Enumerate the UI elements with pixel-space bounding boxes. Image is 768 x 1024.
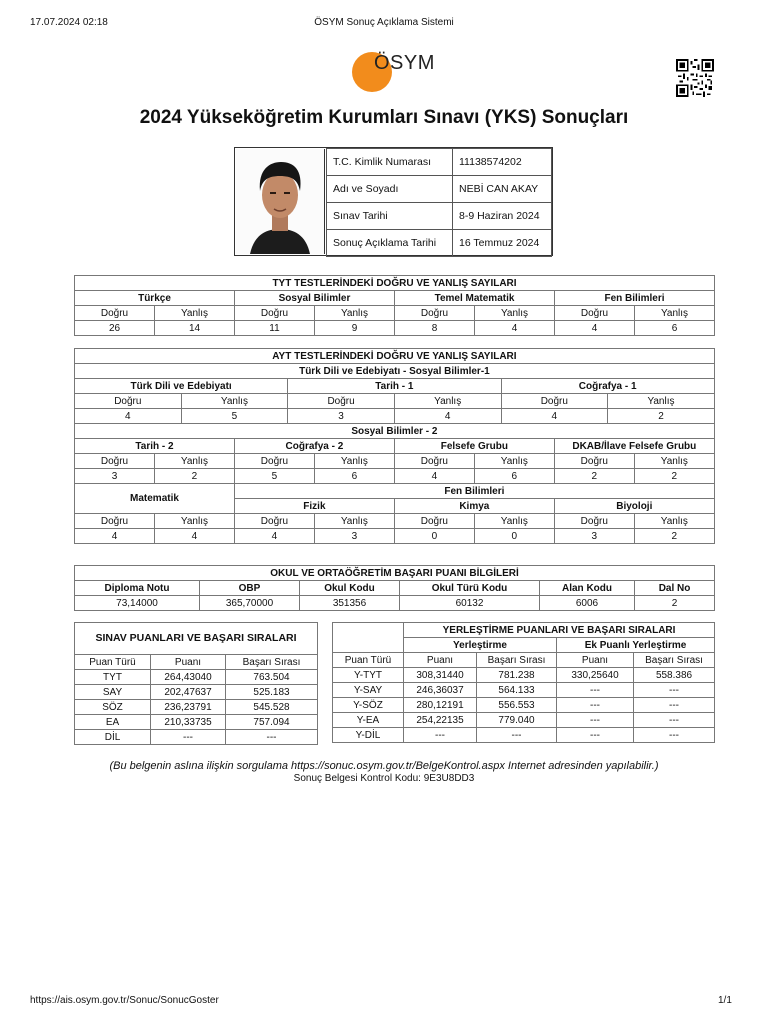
- table-cell: 4: [475, 321, 555, 336]
- exam-date-label: Sınav Tarihi: [327, 203, 453, 230]
- table-header: Puan Türü: [333, 653, 404, 668]
- table-row: [333, 683, 715, 698]
- table-cell: Y-EA: [333, 713, 404, 728]
- exam-scores-table: [74, 622, 318, 745]
- osym-logo-text: ÖSYM: [374, 52, 435, 74]
- table-cell: Y-TYT: [333, 668, 404, 683]
- table-cell: 365,70000: [200, 596, 300, 611]
- table-header: OBP: [200, 581, 300, 596]
- table-cell: 246,36037: [404, 683, 477, 698]
- table-header: Puanı: [557, 653, 634, 668]
- dogru-header: Doğru: [394, 454, 474, 469]
- table-cell: ---: [557, 713, 634, 728]
- table-cell: 564.133: [477, 683, 557, 698]
- id-value: 11138574202: [453, 149, 552, 176]
- table-cell: 6006: [540, 596, 635, 611]
- table-cell: 3: [314, 529, 394, 544]
- table-row: [333, 713, 715, 728]
- table-row: [75, 306, 715, 321]
- table-row: [75, 514, 715, 529]
- ayt-subject: Kimya: [394, 499, 554, 514]
- table-cell: 5: [234, 469, 314, 484]
- table-cell: 2: [635, 596, 715, 611]
- print-page-number: 1/1: [718, 995, 732, 1006]
- ayt-subject: Felsefe Grubu: [394, 439, 554, 454]
- table-cell: 202,47637: [151, 685, 226, 700]
- table-cell: ---: [634, 728, 715, 743]
- yerlestirme-subtitle: Yerleştirme: [404, 638, 557, 653]
- table-cell: ---: [557, 728, 634, 743]
- table-cell: TYT: [75, 670, 151, 685]
- control-code: Sonuç Belgesi Kontrol Kodu: 9E3U8DD3: [293, 773, 475, 784]
- table-cell: ---: [477, 728, 557, 743]
- table-row: [75, 596, 715, 611]
- dogru-header: Doğru: [75, 306, 155, 321]
- candidate-photo: [236, 149, 325, 254]
- name-value: NEBİ CAN AKAY: [453, 176, 552, 203]
- table-cell: ---: [226, 730, 318, 745]
- yanlis-header: Yanlış: [635, 306, 715, 321]
- table-row: [75, 439, 715, 454]
- yanlis-header: Yanlış: [154, 454, 234, 469]
- dogru-header: Doğru: [288, 394, 395, 409]
- table-cell: [333, 623, 404, 653]
- dogru-header: Doğru: [554, 514, 634, 529]
- table-cell: 763.504: [226, 670, 318, 685]
- table-cell: 2: [154, 469, 234, 484]
- table-row: [75, 484, 715, 499]
- table-row: [75, 321, 715, 336]
- table-cell: 6: [635, 321, 715, 336]
- ayt-results-table: [74, 348, 715, 544]
- id-label: T.C. Kimlik Numarası: [327, 149, 453, 176]
- table-cell: ---: [557, 698, 634, 713]
- table-cell: 6: [474, 469, 554, 484]
- table-cell: 2: [608, 409, 715, 424]
- page-title: 2024 Yükseköğretim Kurumları Sınavı (YKS) Sonuçları: [139, 107, 629, 128]
- table-row: [333, 698, 715, 713]
- candidate-info-box: [234, 147, 553, 256]
- table-row: [75, 409, 715, 424]
- table-row: [75, 670, 318, 685]
- table-cell: 351356: [300, 596, 400, 611]
- table-cell: 9: [315, 321, 395, 336]
- tyt-subject: Fen Bilimleri: [555, 291, 715, 306]
- table-header: Okul Türü Kodu: [400, 581, 540, 596]
- ayt-subject: Biyoloji: [554, 499, 714, 514]
- table-cell: 545.528: [226, 700, 318, 715]
- exam-date-value: 8-9 Haziran 2024: [453, 203, 552, 230]
- table-row: [75, 276, 715, 291]
- table-cell: 6: [314, 469, 394, 484]
- ayt-subject: DKAB/İlave Felsefe Grubu: [554, 439, 714, 454]
- table-cell: 264,43040: [151, 670, 226, 685]
- table-row: [75, 469, 715, 484]
- table-row: [75, 529, 715, 544]
- table-cell: 4: [394, 409, 501, 424]
- yanlis-header: Yanlış: [634, 454, 714, 469]
- yanlis-header: Yanlış: [181, 394, 288, 409]
- table-cell: 781.238: [477, 668, 557, 683]
- table-cell: 0: [474, 529, 554, 544]
- table-cell: ---: [404, 728, 477, 743]
- yanlis-header: Yanlış: [475, 306, 555, 321]
- okul-title: OKUL VE ORTAÖĞRETİM BAŞARI PUANI BİLGİLERİ: [75, 566, 715, 581]
- table-row: [75, 730, 318, 745]
- table-cell: 2: [634, 469, 714, 484]
- table-cell: SÖZ: [75, 700, 151, 715]
- dogru-header: Doğru: [234, 514, 314, 529]
- table-cell: 236,23791: [151, 700, 226, 715]
- ayt-title: AYT TESTLERİNDEKİ DOĞRU VE YANLIŞ SAYILARI: [75, 349, 715, 364]
- dogru-header: Doğru: [75, 394, 182, 409]
- ayt-subject: Coğrafya - 1: [501, 379, 714, 394]
- table-cell: 73,14000: [75, 596, 200, 611]
- tyt-title: TYT TESTLERİNDEKİ DOĞRU VE YANLIŞ SAYILARI: [75, 276, 715, 291]
- table-cell: 2: [554, 469, 634, 484]
- dogru-header: Doğru: [235, 306, 315, 321]
- print-url: https://ais.osym.gov.tr/Sonuc/SonucGoster: [30, 995, 219, 1006]
- table-cell: ---: [151, 730, 226, 745]
- dogru-header: Doğru: [75, 454, 155, 469]
- yanlis-header: Yanlış: [474, 514, 554, 529]
- dogru-header: Doğru: [395, 306, 475, 321]
- table-cell: 4: [75, 409, 182, 424]
- table-cell: 3: [288, 409, 395, 424]
- table-header: Puan Türü: [75, 655, 151, 670]
- table-cell: 60132: [400, 596, 540, 611]
- yanlis-header: Yanlış: [634, 514, 714, 529]
- yanlis-header: Yanlış: [154, 514, 234, 529]
- table-row: [75, 454, 715, 469]
- table-header: Okul Kodu: [300, 581, 400, 596]
- yanlis-header: Yanlış: [314, 454, 394, 469]
- table-cell: ---: [634, 683, 715, 698]
- yanlis-header: Yanlış: [394, 394, 501, 409]
- table-cell: 330,25640: [557, 668, 634, 683]
- table-cell: 4: [394, 469, 474, 484]
- table-cell: ---: [634, 698, 715, 713]
- table-row: [75, 685, 318, 700]
- table-cell: 280,12191: [404, 698, 477, 713]
- yanlis-header: Yanlış: [315, 306, 395, 321]
- ayt-matematik-title: Matematik: [75, 484, 235, 514]
- table-row: [327, 203, 552, 230]
- table-cell: 4: [75, 529, 155, 544]
- ayt-group1-title: Türk Dili ve Edebiyatı - Sosyal Bilimler-1: [75, 364, 715, 379]
- yanlis-header: Yanlış: [155, 306, 235, 321]
- table-cell: 3: [554, 529, 634, 544]
- table-row: [75, 715, 318, 730]
- table-cell: 254,22135: [404, 713, 477, 728]
- table-row: [75, 424, 715, 439]
- table-cell: Y-SÖZ: [333, 698, 404, 713]
- dogru-header: Doğru: [394, 514, 474, 529]
- table-header: Puanı: [404, 653, 477, 668]
- dogru-header: Doğru: [501, 394, 608, 409]
- tyt-subject: Sosyal Bilimler: [235, 291, 395, 306]
- dogru-header: Doğru: [554, 454, 634, 469]
- yanlis-header: Yanlış: [608, 394, 715, 409]
- table-header: Dal No: [635, 581, 715, 596]
- table-row: [75, 291, 715, 306]
- ayt-group2-title: Sosyal Bilimler - 2: [75, 424, 715, 439]
- table-header: Diploma Notu: [75, 581, 200, 596]
- table-cell: 308,31440: [404, 668, 477, 683]
- table-cell: 556.553: [477, 698, 557, 713]
- table-row: [333, 623, 715, 638]
- table-cell: 0: [394, 529, 474, 544]
- result-date-value: 16 Temmuz 2024: [453, 230, 552, 257]
- table-row: [333, 728, 715, 743]
- table-cell: 11: [235, 321, 315, 336]
- name-label: Adı ve Soyadı: [327, 176, 453, 203]
- dogru-header: Doğru: [75, 514, 155, 529]
- osym-logo: [352, 49, 442, 93]
- table-row: [75, 379, 715, 394]
- table-cell: 4: [501, 409, 608, 424]
- table-row: [75, 394, 715, 409]
- placement-scores-table: [332, 622, 715, 743]
- table-cell: 525.183: [226, 685, 318, 700]
- result-date-label: Sonuç Açıklama Tarihi: [327, 230, 453, 257]
- ayt-subject: Tarih - 2: [75, 439, 235, 454]
- table-cell: SAY: [75, 685, 151, 700]
- table-cell: 8: [395, 321, 475, 336]
- table-row: [75, 655, 318, 670]
- qr-code-icon: [676, 59, 714, 97]
- table-row: [327, 230, 552, 257]
- print-datetime: 17.07.2024 02:18: [30, 17, 108, 28]
- table-cell: 210,33735: [151, 715, 226, 730]
- table-cell: 4: [555, 321, 635, 336]
- table-row: [75, 349, 715, 364]
- table-row: [75, 566, 715, 581]
- verification-note: (Bu belgenin aslına ilişkin sorgulama https://sonuc.osym.gov.tr/BelgeKontrol.aspx Internet adresinden yapılabilir.): [109, 760, 659, 772]
- table-cell: ---: [557, 683, 634, 698]
- table-header: Puanı: [151, 655, 226, 670]
- ek-yerlestirme-subtitle: Ek Puanlı Yerleştirme: [557, 638, 715, 653]
- tyt-subject: Türkçe: [75, 291, 235, 306]
- dogru-header: Doğru: [234, 454, 314, 469]
- table-cell: 4: [154, 529, 234, 544]
- table-cell: 2: [634, 529, 714, 544]
- table-row: [327, 149, 552, 176]
- ayt-subject: Fizik: [234, 499, 394, 514]
- person-photo-icon: [236, 149, 324, 254]
- sinav-title: SINAV PUANLARI VE BAŞARI SIRALARI: [75, 623, 318, 655]
- school-info-table: [74, 565, 715, 611]
- table-cell: 3: [75, 469, 155, 484]
- table-cell: 558.386: [634, 668, 715, 683]
- table-header: Başarı Sırası: [634, 653, 715, 668]
- table-row: [333, 668, 715, 683]
- table-row: [75, 581, 715, 596]
- table-cell: 14: [155, 321, 235, 336]
- table-cell: 4: [234, 529, 314, 544]
- table-row: [327, 176, 552, 203]
- candidate-info-table: [326, 148, 552, 257]
- dogru-header: Doğru: [555, 306, 635, 321]
- table-cell: 26: [75, 321, 155, 336]
- table-cell: Y-DİL: [333, 728, 404, 743]
- table-cell: 779.040: [477, 713, 557, 728]
- table-header: Alan Kodu: [540, 581, 635, 596]
- table-cell: DİL: [75, 730, 151, 745]
- tyt-results-table: [74, 275, 715, 336]
- tyt-subject: Temel Matematik: [395, 291, 555, 306]
- table-cell: 757.094: [226, 715, 318, 730]
- ayt-subject: Coğrafya - 2: [234, 439, 394, 454]
- table-cell: Y-SAY: [333, 683, 404, 698]
- yanlis-header: Yanlış: [314, 514, 394, 529]
- table-row: [333, 653, 715, 668]
- table-cell: 5: [181, 409, 288, 424]
- table-cell: EA: [75, 715, 151, 730]
- table-header: Başarı Sırası: [477, 653, 557, 668]
- table-header: Başarı Sırası: [226, 655, 318, 670]
- table-row: [75, 364, 715, 379]
- table-cell: ---: [634, 713, 715, 728]
- yerlestirme-title: YERLEŞTİRME PUANLARI VE BAŞARI SIRALARI: [404, 623, 715, 638]
- print-page-title: ÖSYM Sonuç Açıklama Sistemi: [314, 17, 454, 28]
- ayt-subject: Türk Dili ve Edebiyatı: [75, 379, 288, 394]
- yanlis-header: Yanlış: [474, 454, 554, 469]
- ayt-subject: Tarih - 1: [288, 379, 501, 394]
- table-row: [75, 700, 318, 715]
- table-row: [75, 623, 318, 655]
- ayt-fen-title: Fen Bilimleri: [234, 484, 714, 499]
